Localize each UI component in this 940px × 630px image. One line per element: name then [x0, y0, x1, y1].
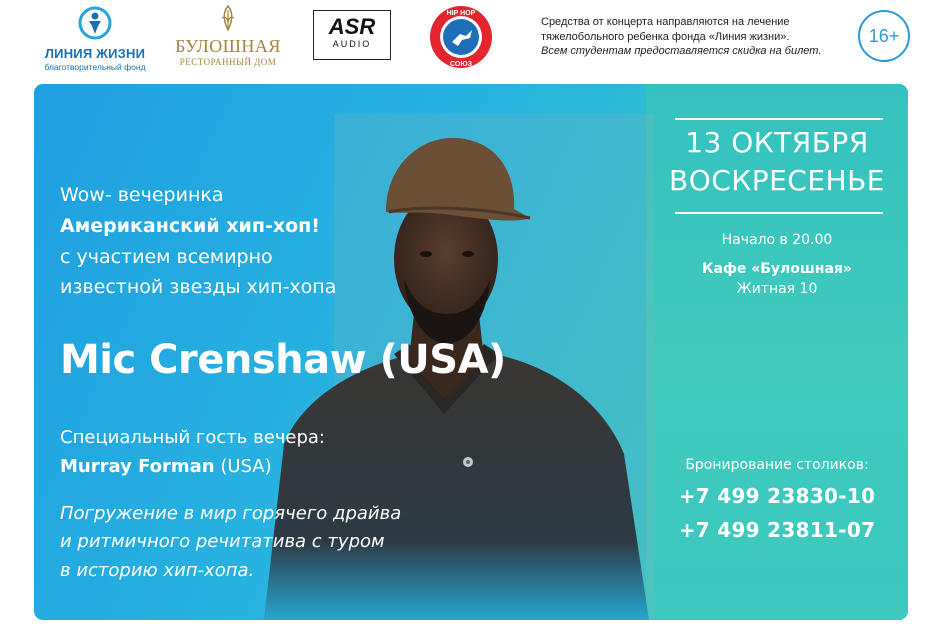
venue-address: Житная 10: [736, 281, 818, 297]
intro-line-3: с участием всемирно: [60, 246, 273, 268]
phone-2[interactable]: +7 499 23811-07: [678, 518, 876, 542]
hiphop-union-logo: [428, 4, 494, 70]
description-line-2: и ритмичного речитатива с туром: [60, 531, 385, 552]
booking-label: Бронирование столиков:: [685, 457, 869, 473]
hiphop-bottom-text: СОЮЗ: [450, 61, 472, 68]
phone-1[interactable]: +7 499 23830-10: [678, 484, 876, 508]
person-heart-icon: [78, 6, 112, 40]
event-weekday: ВОСКРЕСЕНЬЕ: [669, 164, 885, 197]
headliner-name: Mic Crenshaw (USA): [60, 337, 506, 383]
start-time: Начало в 20.00: [721, 232, 833, 248]
special-guest-name: Murray Forman: [60, 456, 215, 477]
bulochnaya-logo: [172, 4, 284, 72]
intro-line-2: Американский хип-хоп!: [60, 215, 320, 237]
asr-subtitle: AUDIO: [332, 39, 372, 49]
event-banner: [34, 84, 908, 620]
special-guest: [60, 456, 272, 477]
notice-line-2: тяжелобольного ребенка фонда «Линия жизни».: [541, 30, 790, 43]
wheat-icon: [213, 4, 243, 32]
special-guest-label: Специальный гость вечера:: [60, 427, 325, 448]
liniya-zhizni-title: ЛИНИЯ ЖИЗНИ: [44, 46, 146, 61]
bulochnaya-title: БУЛОШНАЯ: [175, 36, 281, 56]
description-line-3: в историю хип-хопа.: [60, 560, 255, 581]
liniya-zhizni-subtitle: благотворительный фонд: [44, 62, 146, 72]
notice-line-1: Средства от концерта направляются на лечение: [541, 16, 790, 28]
age-rating-badge: 16+: [858, 10, 910, 62]
divider-top: [675, 118, 883, 120]
charity-notice: [541, 15, 841, 59]
hiphop-badge: [428, 4, 494, 70]
event-date: 13 ОКТЯБРЯ: [685, 126, 869, 159]
asr-title: ASR: [328, 14, 376, 39]
intro-line-4: известной звезды хип-хопа: [60, 276, 337, 298]
asr-audio-logo: [313, 10, 391, 60]
special-guest-country: (USA): [214, 456, 272, 477]
intro-line-1: Wow- вечеринка: [60, 184, 224, 206]
hiphop-top-text: HIP HOP: [446, 10, 476, 17]
liniya-zhizni-logo: [40, 6, 150, 72]
sponsor-bar: [0, 0, 940, 84]
bulochnaya-subtitle: РЕСТОРАННЫЙ ДОМ: [179, 57, 277, 67]
description-line-1: Погружение в мир горячего драйва: [60, 503, 402, 524]
venue-name: Кафе «Булошная»: [702, 261, 852, 277]
divider-bottom: [675, 212, 883, 214]
notice-line-3: Всем студентам предоставляется скидка на билет.: [541, 45, 822, 57]
